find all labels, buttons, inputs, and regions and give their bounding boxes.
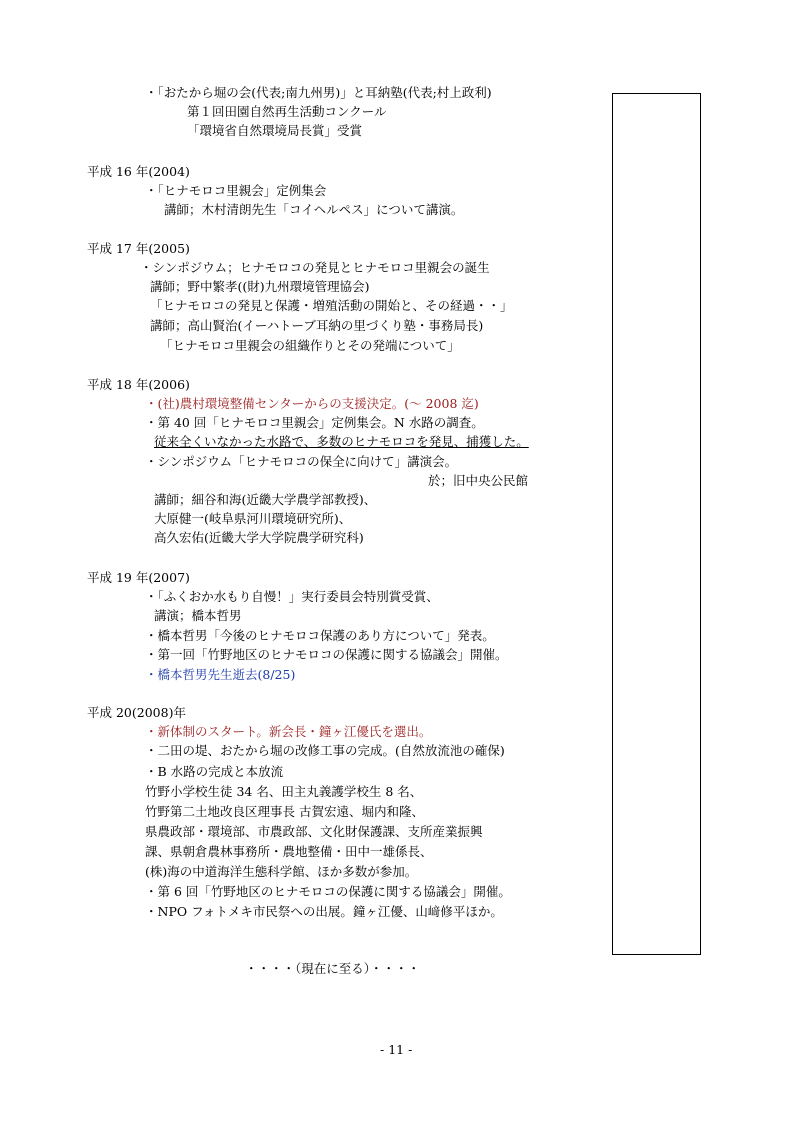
line-2008-council: ・第 6 回「竹野地区のヒナモロコの保護に関する協議会」開催。 (145, 884, 511, 899)
line-2003-award-groups: ・「おたから堀の会(代表;南九州男)」と耳納塾(代表;村上政利) (145, 85, 492, 100)
line-2008-participants-3: 県農政部・環境部、市農政部、文化財保護課、支所産業振興 (145, 824, 483, 839)
line-2004-lecture: 講師；木村清朗先生「コイヘルペス」について講演。 (164, 202, 464, 217)
line-2008-exhibit: ・NPO フォトメキ市民祭への出展。鐘ヶ江優、山﨑修平ほか。 (145, 904, 503, 919)
line-2006-lecturer-3: 高久宏佑(近畿大学大学院農学研究科) (154, 530, 364, 545)
year-heading-2006: 平成 18 年(2006) (87, 377, 190, 392)
line-2008-renovation: ・二田の堤、おたから堀の改修工事の完成。(自然放流池の確保) (145, 743, 505, 758)
line-2006-symposium: ・シンポジウム「ヒナモロコの保全に向けて」講演会。 (145, 454, 458, 469)
line-2007-council: ・第一回「竹野地区のヒナモロコの保護に関する協議会」開催。 (145, 647, 508, 662)
page-number: - 11 - (380, 1042, 413, 1057)
line-2006-venue: 於；旧中央公民館 (428, 473, 529, 488)
year-heading-2007: 平成 19 年(2007) (87, 570, 190, 585)
line-2006-lecturer-1: 講師；細谷和海(近畿大学農学部教授)、 (154, 492, 377, 507)
line-2006-lecturer-2: 大原健一(岐阜県河川環境研究所)、 (154, 511, 352, 526)
closing-line: ・・・・（現在に至る）・・・・ (245, 961, 421, 976)
line-2005-lecturer-1: 講師；野中繁孝((財)九州環境管理協会) (150, 279, 370, 294)
line-2007-lecture: 講演；橋本哲男 (154, 608, 242, 623)
side-margin-box (612, 93, 701, 955)
year-heading-2008: 平成 20(2008)年 (87, 705, 186, 720)
line-2003-prize: 「環境省自然環境局長賞」受賞 (187, 123, 363, 138)
line-2003-contest: 第１回田園自然再生活動コンクール (187, 104, 387, 119)
line-2007-obituary: ・橋本哲男先生逝去(8/25) (145, 667, 296, 682)
line-2004-meeting: ・「ヒナモロコ里親会」定例集会 (145, 183, 327, 198)
line-2005-lecturer-2: 講師；高山賢治(イーハトーブ耳納の里づくり塾・事務局長) (150, 318, 484, 333)
line-2005-symposium: ・シンポジウム；ヒナモロコの発見とヒナモロコ里親会の誕生 (140, 260, 490, 275)
line-2008-new-system: ・新体制のスタート。新会長・鐘ヶ江優氏を選出。 (145, 724, 432, 739)
line-2006-support: ・(社)農村環境整備センターからの支援決定。(～ 2008 迄) (145, 396, 479, 411)
line-2007-award: ・「ふくおか水もり自慢！」実行委員会特別賞受賞、 (145, 589, 439, 604)
line-2007-presentation: ・橋本哲男「今後のヒナモロコ保護のあり方について」発表。 (145, 628, 495, 643)
line-2008-release: ・B 水路の完成と本放流 (145, 764, 284, 779)
year-heading-2005: 平成 17 年(2005) (87, 241, 190, 256)
line-2008-participants-1: 竹野小学校生徒 34 名、田主丸義護学校生 8 名、 (145, 784, 423, 799)
line-2008-participants-2: 竹野第二土地改良区理事長 古賀宏遠、堀内和隆、 (145, 804, 424, 819)
line-2008-participants-4: 課、県朝倉農林事務所・農地整備・田中一雄係長、 (145, 844, 433, 859)
line-2006-meeting: ・第 40 回「ヒナモロコ里親会」定例集会。N 水路の調査。 (145, 415, 484, 430)
line-2005-topic-2: 「ヒナモロコ里親会の組織作りとその発端について」 (160, 338, 460, 353)
line-2008-participants-5: (株)海の中道海洋生態科学館、ほか多数が参加。 (145, 864, 418, 879)
line-2005-topic-1: 「ヒナモロコの発見と保護・増殖活動の開始と、その経過・・」 (150, 298, 513, 313)
year-heading-2004: 平成 16 年(2004) (87, 164, 190, 179)
line-2006-discovery: 従来全くいなかった水路で、多数のヒナモロコを発見、捕獲した。 (154, 434, 529, 449)
